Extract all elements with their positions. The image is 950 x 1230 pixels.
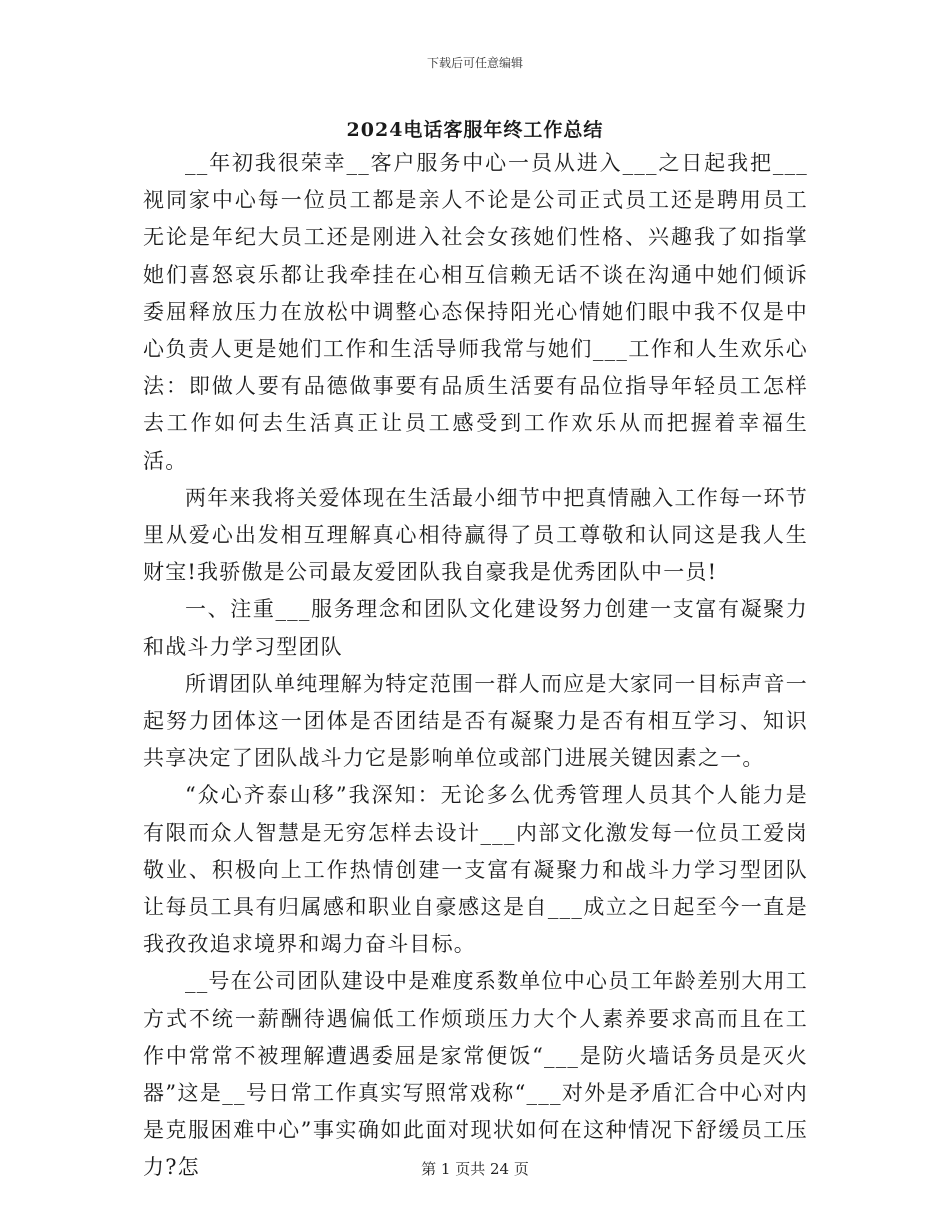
paragraph-6: __号在公司团队建设中是难度系数单位中心员工年龄差别大用工方式不统一薪酬待遇偏低工作烦琐压力大个人素养要求高而且在工作中常常不被理解遭遇委屈是家常便饭“___是防火墙话务员是灭火器”这是__号日常工作真实写照常戏称“___对外是矛盾汇合中心对内是克服困难中心”事实确如此面对现状如何在这种情况下舒缓员工压力?怎 [143, 969, 808, 1180]
header-note: 下载后可任意编辑 [426, 56, 523, 70]
page-number: 第 1 页共 24 页 [421, 1160, 529, 1178]
paragraph-5: “众心齐泰山移”我深知：无论多么优秀管理人员其个人能力是有限而众人智慧是无穷怎样去设计___内部文化激发每一位员工爱岗敬业、积极向上工作热情创建一支富有凝聚力和战斗力学习型团队让每员工具有归属感和职业自豪感这是自___成立之日起至今一直是我孜孜追求境界和竭力奋斗目标。 [143, 783, 808, 957]
paragraph-4: 所谓团队单纯理解为特定范围一群人而应是大家同一目标声音一起努力团体这一团体是否团结是否有凝聚力是否有相互学习、知识共享决定了团队战斗力它是影响单位或部门进展关键因素之一。 [143, 671, 808, 771]
document-body [143, 145, 808, 1187]
document-title: 2024电话客服年终工作总结 [346, 119, 604, 141]
paragraph-1: __年初我很荣幸__客户服务中心一员从进入___之日起我把___视同家中心每一位员工都是亲人不论是公司正式员工还是聘用员工无论是年纪大员工还是刚进入社会女孩她们性格、兴趣我了如指掌她们喜怒哀乐都让我牵挂在心相互信赖无话不谈在沟通中她们倾诉委屈释放压力在放松中调整心态保持阳光心情她们眼中我不仅是中心负责人更是她们工作和生活导师我常与她们___工作和人生欢乐心法：即做人要有品德做事要有品质生活要有品位指导年轻员工怎样去工作如何去生活真正让员工感受到工作欢乐从而把握着幸福生活。 [143, 151, 808, 473]
paragraph-3-heading: 一、注重___服务理念和团队文化建设努力创建一支富有凝聚力和战斗力学习型团队 [143, 597, 808, 659]
paragraph-2: 两年来我将关爱体现在生活最小细节中把真情融入工作每一环节里从爱心出发相互理解真心相待赢得了员工尊敬和认同这是我人生财宝!我骄傲是公司最友爱团队我自豪我是优秀团队中一员! [143, 485, 808, 585]
